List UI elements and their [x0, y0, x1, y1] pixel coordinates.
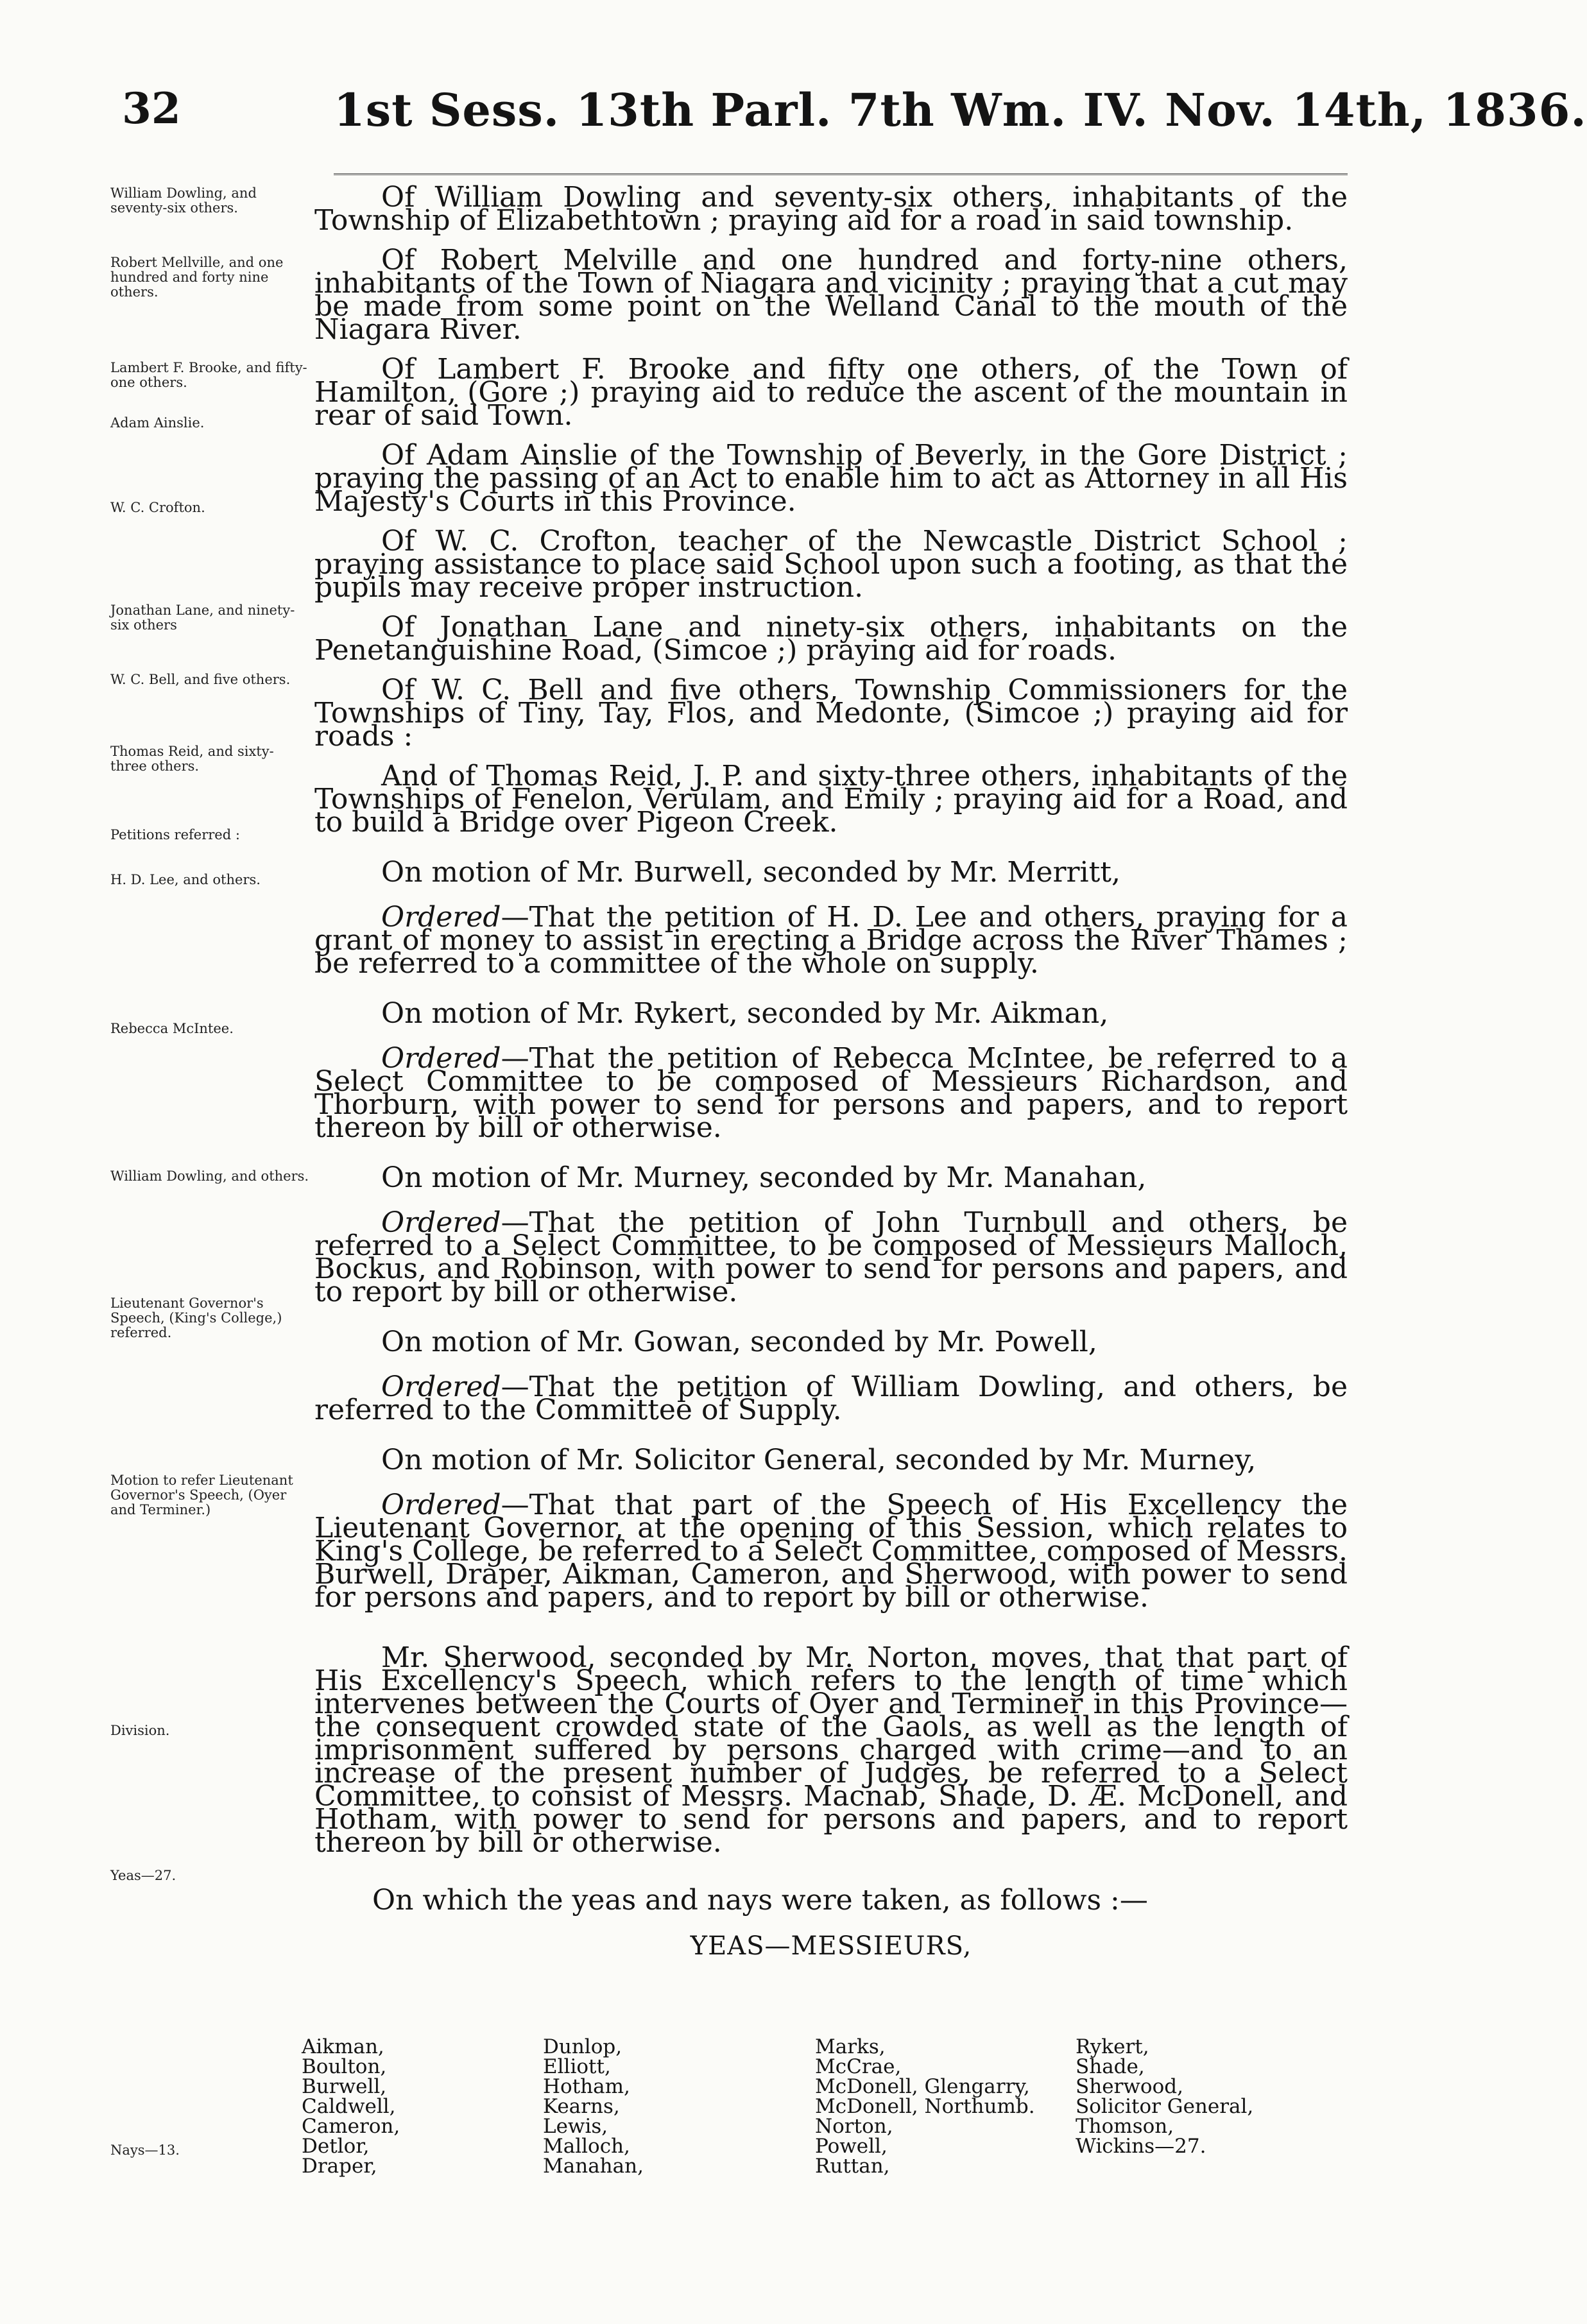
- ordered-label: Ordered: [381, 1489, 501, 1521]
- order-text: —That the petition of John Turnbull and others, be referred to a Select Committee, to be composed of Messieurs Malloch, Bockus, and Robinson, with power to send for persons and papers, and to report by bill or otherwise.: [314, 1206, 1348, 1308]
- yeas-heading: YEAS—MESSIEURS,: [690, 1931, 972, 1961]
- order-paragraph: [314, 1206, 1348, 1308]
- member-name: Caldwell,: [302, 2095, 396, 2118]
- member-name: Detlor,: [302, 2135, 370, 2158]
- petition-paragraph: Of William Dowling and seventy-six others, inhabitants of the Township of Elizabethtown ; praying aid for a road in said township.: [314, 181, 1348, 237]
- margin-note: Lambert F. Brooke, and fifty-one others.: [110, 360, 307, 390]
- member-name: Burwell,: [302, 2075, 387, 2098]
- margin-note: Thomas Reid, and sixty-three others.: [110, 744, 274, 774]
- ordered-label: Ordered: [381, 1042, 501, 1075]
- running-head: 1st Sess. 13th Parl. 7th Wm. IV. Nov. 14th, 1836.: [334, 83, 1587, 137]
- member-name: Elliott,: [543, 2055, 611, 2078]
- margin-note: H. D. Lee, and others.: [110, 872, 261, 887]
- order-paragraph: [314, 1371, 1348, 1426]
- page-header: [122, 83, 1587, 141]
- motion-line: On motion of Mr. Burwell, seconded by Mr. Merritt,: [381, 856, 1120, 889]
- member-name: Solicitor General,: [1076, 2095, 1254, 2118]
- order-text: —That that part of the Speech of His Excellency the Lieutenant Governor, at the opening of this Session, which relates to King's College, be referred to a Select Committee, composed of Messrs. Burwell, Draper, Aikman, Cameron, and Sherwood, with power to send for persons and papers, and to report by bill or otherwise.: [314, 1489, 1348, 1614]
- petition-paragraph: Of Lambert F. Brooke and fifty one others, of the Town of Hamilton, (Gore ;) praying aid to reduce the ascent of the mountain in rear of said Town.: [314, 353, 1348, 432]
- member-name: Marks,: [815, 2035, 886, 2058]
- yeas-nays-intro: On which the yeas and nays were taken, as follows :—: [372, 1884, 1148, 1917]
- yeas-list: [302, 2037, 1348, 2230]
- petition-paragraph: Of W. C. Bell and five others, Township Commissioners for the Townships of Tiny, Tay, Flos, and Medonte, (Simcoe ;) praying aid for roads :: [314, 674, 1348, 753]
- member-name: Dunlop,: [543, 2035, 622, 2058]
- member-name: Shade,: [1076, 2055, 1145, 2078]
- header-rule: [334, 173, 1348, 175]
- margin-note: Division.: [110, 1723, 170, 1738]
- order-paragraph: [314, 901, 1348, 980]
- yeas-column: [543, 2037, 644, 2176]
- member-name: Manahan,: [543, 2155, 644, 2178]
- motion-line: On motion of Mr. Gowan, seconded by Mr. Powell,: [381, 1326, 1097, 1358]
- petition-paragraph: Of Adam Ainslie of the Township of Beverly, in the Gore District ; praying the passing of an Act to enable him to act as Attorney in all His Majesty's Courts in this Province.: [314, 439, 1348, 518]
- yeas-column: [815, 2037, 1035, 2176]
- margin-note: Lieutenant Governor's Speech, (King's College,) referred.: [110, 1295, 282, 1340]
- order-paragraph: [314, 1489, 1348, 1614]
- member-name: Draper,: [302, 2155, 377, 2178]
- ordered-label: Ordered: [381, 1206, 501, 1239]
- motion-line: On motion of Mr. Solicitor General, seconded by Mr. Murney,: [381, 1444, 1257, 1476]
- ordered-label: Ordered: [381, 1371, 501, 1403]
- member-name: Cameron,: [302, 2115, 400, 2138]
- member-name: McCrae,: [815, 2055, 902, 2078]
- margin-note: W. C. Crofton.: [110, 500, 205, 515]
- motion-line: On motion of Mr. Murney, seconded by Mr. Manahan,: [381, 1161, 1147, 1194]
- sherwood-motion: Mr. Sherwood, seconded by Mr. Norton, moves, that that part of His Excellency's Speech, which refers to the length of time which intervenes between the Courts of Oyer and Terminer in this Province—the consequent crowded state of the Gaols, as well as the length of imprisonment suffered by persons charged with crime—and to an increase of the present number of Judges, be referred to a Select Committee, to consist of Messrs. Macnab, Shade, D. Æ. McDonell, and Hotham, with power to send for persons and papers, and to report thereon by bill or otherwise.: [314, 1641, 1348, 1859]
- margin-note: Yeas—27.: [110, 1868, 176, 1883]
- journal-body: [314, 181, 1348, 1998]
- member-name: Lewis,: [543, 2115, 608, 2138]
- margin-note: William Dowling, and others.: [110, 1168, 309, 1184]
- margin-note: Robert Mellville, and one hundred and forty nine others.: [110, 255, 284, 300]
- order-text: —That the petition of Rebecca McIntee, be referred to a Select Committee to be composed of Messieurs Richardson, and Thorburn, with power to send for persons and papers, and to report thereon by bill or otherwise.: [314, 1042, 1348, 1144]
- member-name: Powell,: [815, 2135, 888, 2158]
- yeas-column: [1076, 2037, 1253, 2157]
- order-text: —That the petition of William Dowling, and others, be referred to the Committee of Supply.: [314, 1371, 1348, 1426]
- yeas-column: [302, 2037, 400, 2176]
- ordered-label: Ordered: [381, 901, 501, 934]
- member-name: Wickins—27.: [1076, 2135, 1206, 2158]
- margin-note: Motion to refer Lieutenant Governor's Speech, (Oyer and Terminer.): [110, 1473, 293, 1517]
- order-paragraph: [314, 1042, 1348, 1144]
- margin-note: Adam Ainslie.: [110, 415, 205, 431]
- margin-note: Jonathan Lane, and ninety-six others: [110, 602, 295, 633]
- motion-line: On motion of Mr. Rykert, seconded by Mr. Aikman,: [381, 997, 1109, 1030]
- member-name: McDonell, Northumb.: [815, 2095, 1035, 2118]
- margin-note: William Dowling, and seventy-six others.: [110, 185, 257, 216]
- margin-note: Rebecca McIntee.: [110, 1021, 234, 1036]
- member-name: Malloch,: [543, 2135, 630, 2158]
- member-name: Thomson,: [1076, 2115, 1174, 2138]
- petition-paragraph: Of Jonathan Lane and ninety-six others, inhabitants on the Penetanguishine Road, (Simcoe ;) praying aid for roads.: [314, 611, 1348, 667]
- margin-note: W. C. Bell, and five others.: [110, 672, 291, 687]
- member-name: Norton,: [815, 2115, 893, 2138]
- member-name: Kearns,: [543, 2095, 620, 2118]
- margin-note: Nays—13.: [110, 2142, 180, 2158]
- member-name: Sherwood,: [1076, 2075, 1183, 2098]
- order-text: —That the petition of H. D. Lee and others, praying for a grant of money to assist in erecting a Bridge across the River Thames ; be referred to a committee of the whole on supply.: [314, 901, 1348, 980]
- member-name: Rykert,: [1076, 2035, 1149, 2058]
- page-number: 32: [122, 83, 181, 133]
- member-name: Aikman,: [302, 2035, 384, 2058]
- petition-paragraph: Of Robert Melville and one hundred and forty-nine others, inhabitants of the Town of Niagara and vicinity ; praying that a cut may be made from some point on the Welland Canal to the mouth of the Niagara River.: [314, 244, 1348, 346]
- petition-paragraph: And of Thomas Reid, J. P. and sixty-three others, inhabitants of the Townships of Fenelon, Verulam, and Emily ; praying aid for a Road, and to build a Bridge over Pigeon Creek.: [314, 760, 1348, 839]
- petition-paragraph: Of W. C. Crofton, teacher of the Newcastle District School ; praying assistance to place said School upon such a footing, as that the pupils may receive proper instruction.: [314, 525, 1348, 604]
- margin-note: Petitions referred :: [110, 827, 240, 842]
- member-name: Hotham,: [543, 2075, 630, 2098]
- member-name: McDonell, Glengarry,: [815, 2075, 1030, 2098]
- member-name: Boulton,: [302, 2055, 387, 2078]
- member-name: Ruttan,: [815, 2155, 890, 2178]
